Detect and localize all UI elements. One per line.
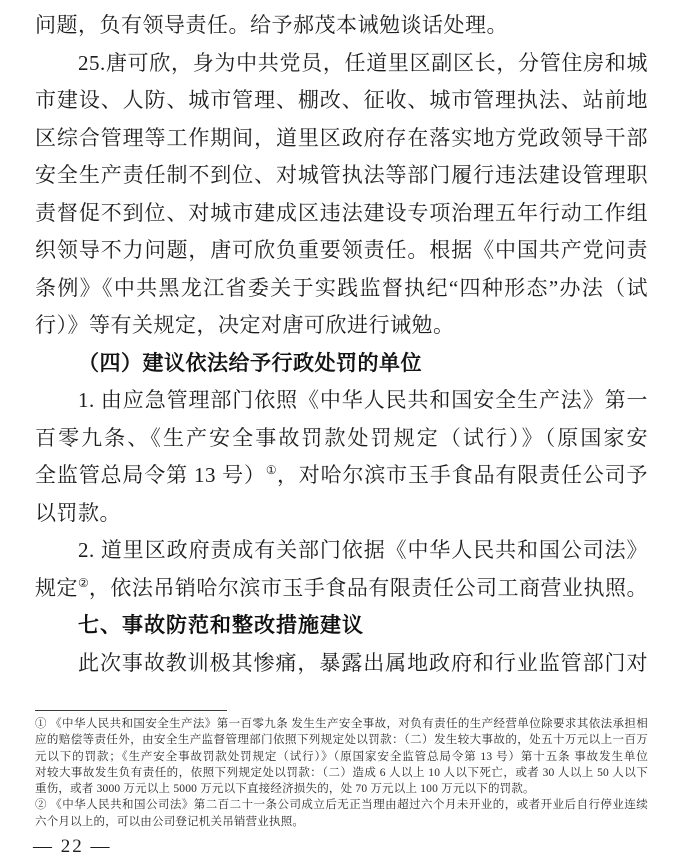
body-line: 百零九条、《生产安全事故罚款处罚规定（试行）》（原国家安 bbox=[35, 425, 648, 450]
footnotes-block bbox=[35, 716, 648, 830]
footnote-line: ① 《中华人民共和国安全生产法》第一百零九条 发生生产安全事故，对负有责任的生产经营单位除要求其依法承担相 bbox=[35, 718, 648, 730]
body-line: 以罚款。 bbox=[35, 500, 121, 525]
page-number: — 22 — bbox=[33, 836, 112, 857]
document-body bbox=[35, 7, 648, 682]
body-line: 安全生产责任制不到位、对城管执法等部门履行违法建设管理职 bbox=[35, 163, 648, 187]
body-line-text: 规定 bbox=[35, 575, 79, 600]
footnote-ref-2-marker: ② bbox=[78, 575, 89, 590]
footnote-line: ② 《中华人民共和国公司法》第二百二十一条公司成立后无正当理由超过六个月未开业的，或者开业后自行停业连续 bbox=[35, 799, 648, 812]
body-line: 问题，负有领导责任。给予郝茂本诫勉谈话处理。 bbox=[35, 13, 508, 37]
body-line: 1. 由应急管理部门依照《中华人民共和国安全生产法》第一 bbox=[78, 388, 648, 412]
body-line: 此次事故教训极其惨痛，暴露出属地政府和行业监管部门对 bbox=[78, 650, 648, 675]
section-heading-prevention-measures: 七、事故防范和整改措施建议 bbox=[78, 614, 364, 637]
footnote-line: 重伤，或者 3000 万元以上 5000 万元以下直接经济损失的，处 70 万元以上 100 万元以下的罚款。 bbox=[35, 783, 535, 796]
footnote-line: 应的赔偿等责任外，由安全生产监督管理部门依照下列规定处以罚款：（二）发生较大事故的，处五十万元以上一百万 bbox=[35, 734, 648, 747]
footnote-line: 元以下的罚款；《生产安全事故罚款处罚规定（试行）》（原国家安全监管总局令第 13 号）第十五条 事故发生单位 bbox=[35, 750, 648, 763]
footnote-line: 六个月以上的，可以由公司登记机关吊销营业执照。 bbox=[35, 815, 305, 828]
body-line: 织领导不力问题，唐可欣负重要领责任。根据《中国共产党问责 bbox=[35, 238, 648, 262]
section-heading-administrative-penalty: （四）建议依法给予行政处罚的单位 bbox=[78, 350, 422, 375]
body-line-text: 全监管总局令第 13 号） bbox=[35, 463, 266, 487]
body-line: 区综合管理等工作期间，道里区政府存在落实地方党政领导干部 bbox=[35, 125, 648, 150]
footnote-separator bbox=[35, 710, 227, 711]
body-line-text: ，对哈尔滨市玉手食品有限责任公司予 bbox=[276, 463, 648, 487]
body-line: 条例》《中共黑龙江省委关于实践监督执纪“四种形态”办法（试 bbox=[35, 275, 648, 300]
body-line-text: ，依法吊销哈尔滨市玉手食品有限责任公司工商营业执照。 bbox=[88, 575, 649, 600]
body-line bbox=[35, 457, 648, 495]
footnote-line: 对较大事故发生负有责任的，依照下列规定处以罚款：（二）造成 6 人以上 10 人以下死亡，或者 30 人以上 50 人以下 bbox=[35, 766, 648, 779]
body-line: 市建设、人防、城市管理、棚改、征收、城市管理执法、站前地 bbox=[35, 88, 648, 112]
body-line: 25.唐可欣，身为中共党员，任道里区副区长，分管住房和城 bbox=[78, 50, 648, 75]
body-line: 行）》等有关规定，决定对唐可欣进行诫勉。 bbox=[35, 313, 455, 337]
body-line: 责督促不到位、对城市建成区违法建设专项治理五年行动工作组 bbox=[35, 200, 648, 225]
footnote-ref-1-marker: ① bbox=[265, 463, 277, 477]
body-line bbox=[35, 570, 648, 608]
body-line: 2. 道里区政府责成有关部门依据《中华人民共和国公司法》 bbox=[78, 538, 648, 562]
